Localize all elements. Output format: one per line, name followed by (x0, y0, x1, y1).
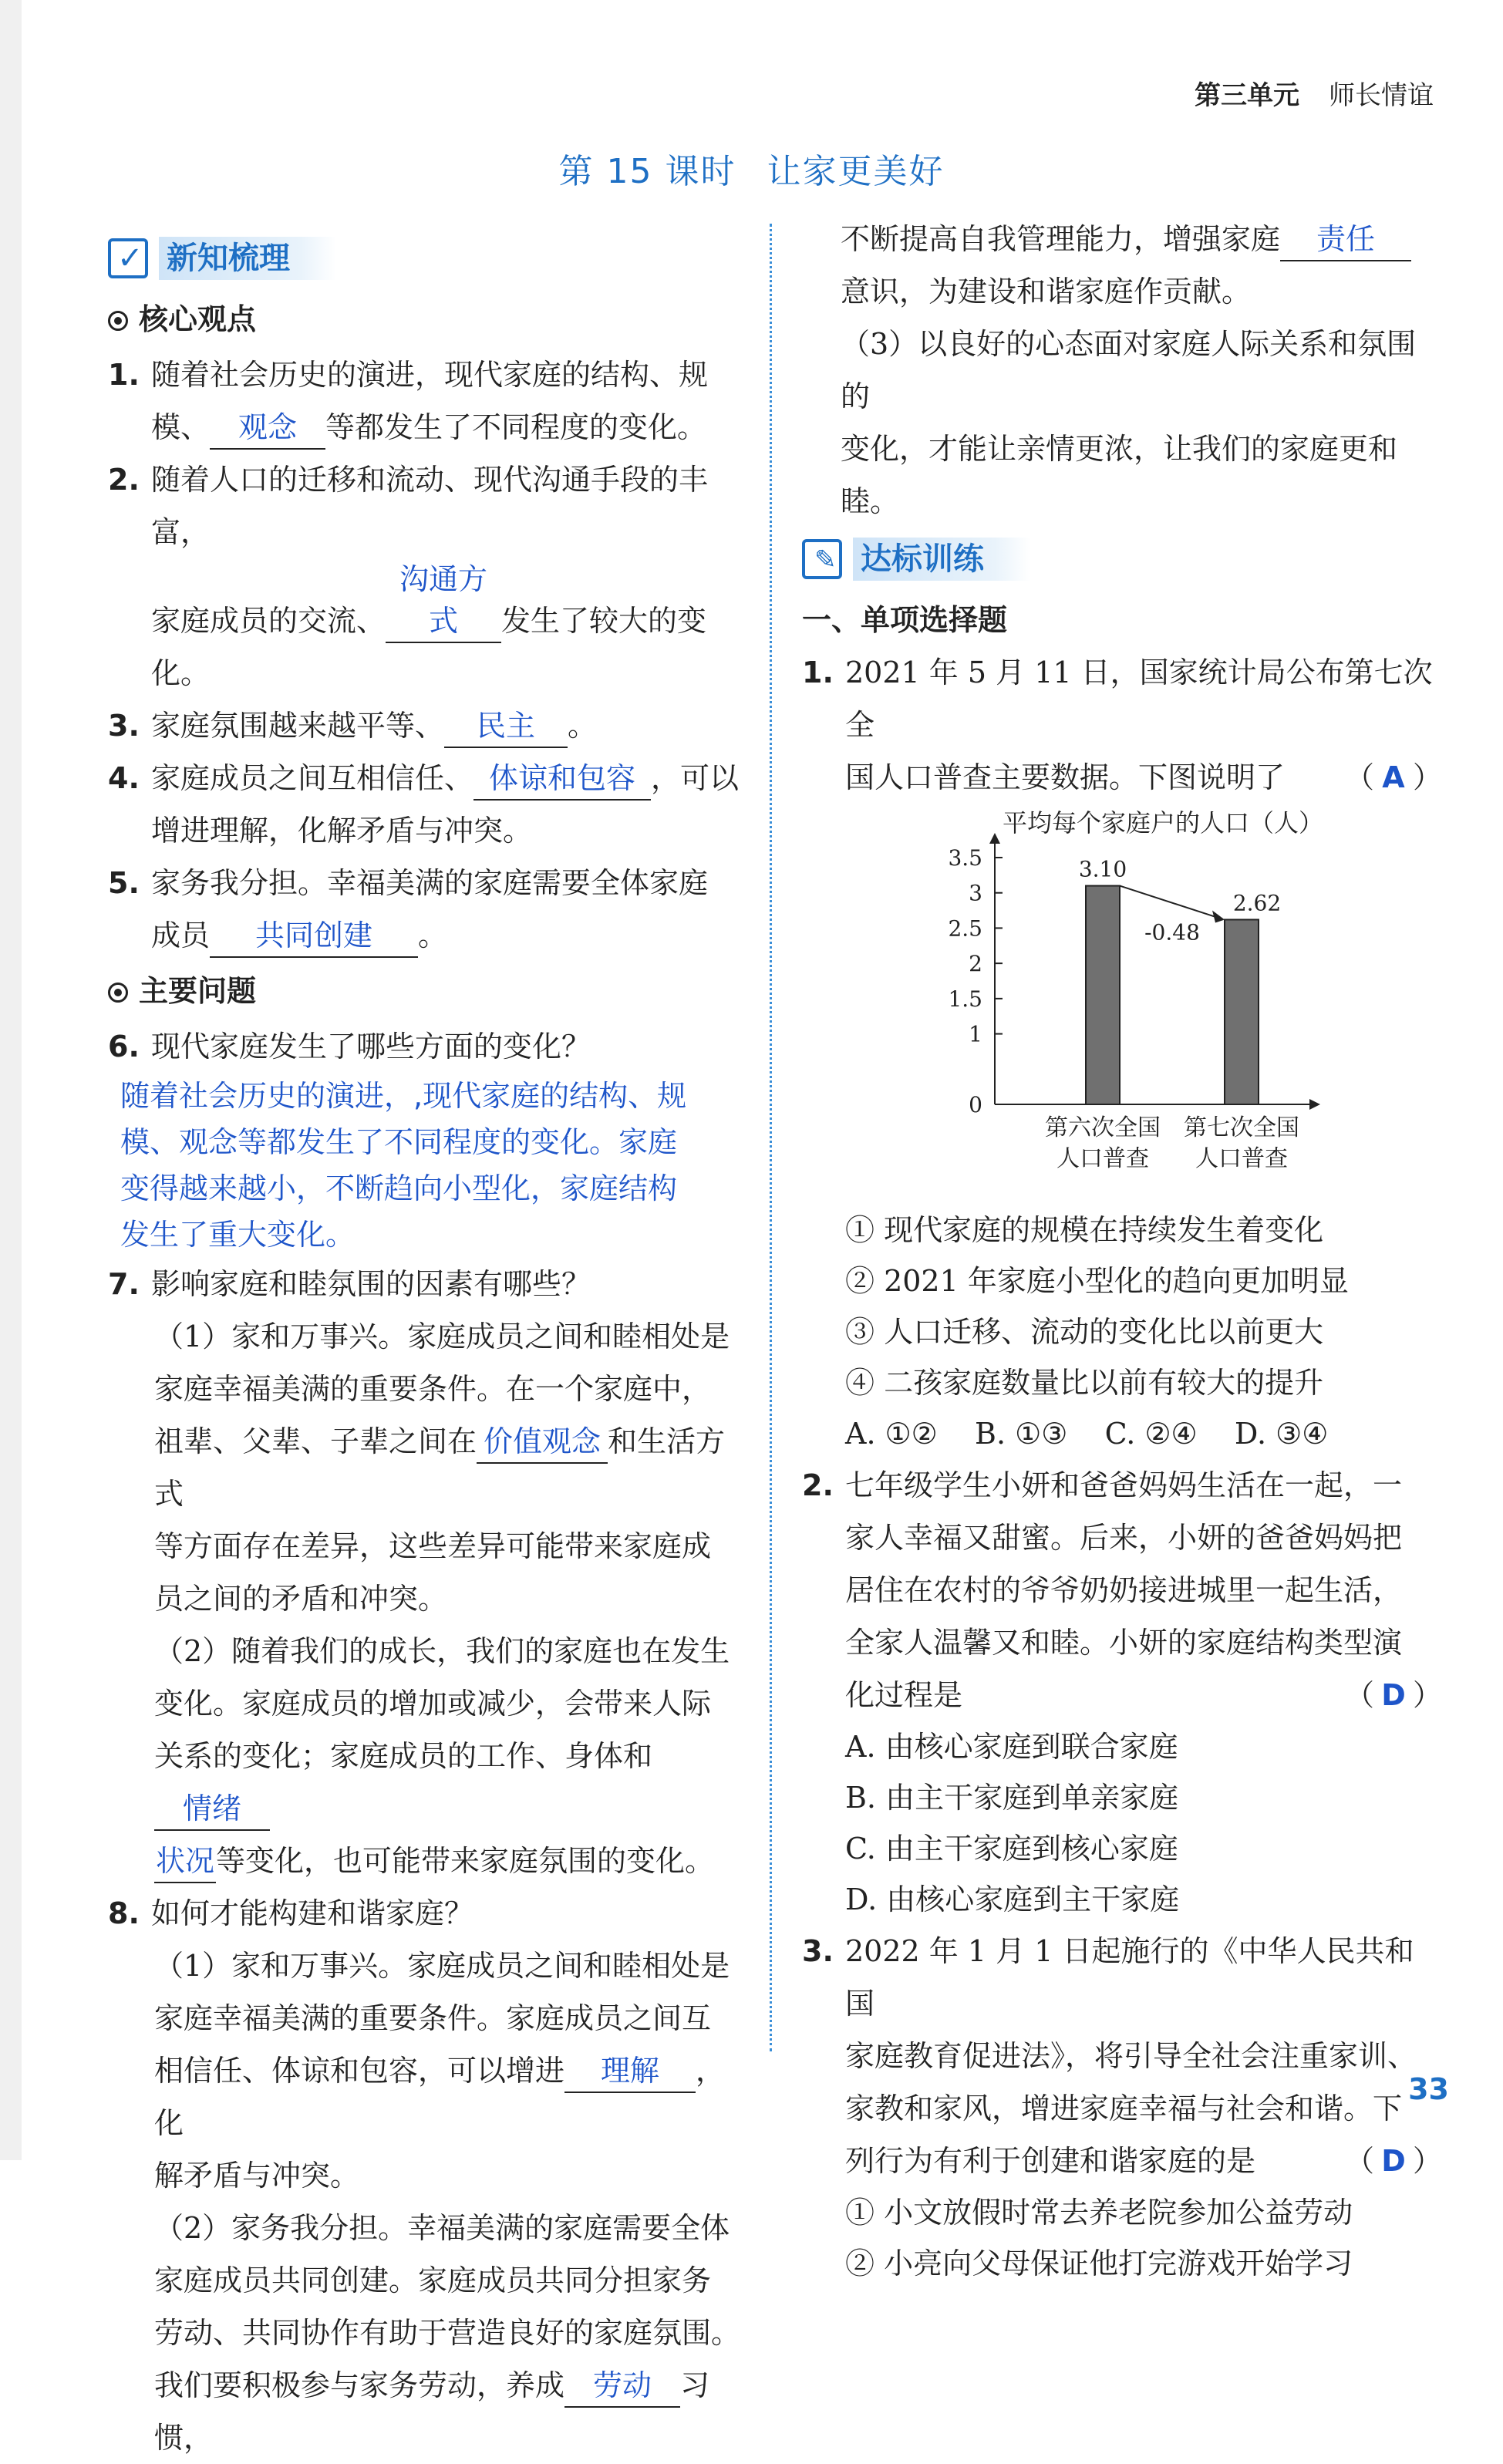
point-4: 4. 家庭成员之间互相信任、 体谅和包容 ，可以 增进理解，化解矛盾与冲突。 (108, 752, 748, 857)
bullet-icon (108, 311, 128, 331)
answer-blank: 观念 (210, 406, 325, 450)
x-category-label: 第七次全国 (1184, 1114, 1299, 1141)
answer-blank: 劳动 (564, 2365, 680, 2408)
y-tick-label: 3 (969, 880, 982, 906)
option-list (802, 1721, 1442, 1925)
subheading-core: 核心观点 (108, 293, 748, 345)
x-category-label: 人口普查 (1195, 1145, 1288, 1172)
bar-value-label: 2.62 (1232, 890, 1282, 916)
answer-bracket: （ D ） (1345, 1669, 1442, 1721)
point-3: 3. 家庭氛围越来越平等、 民主 。 (108, 699, 748, 752)
mc-question-1: 1. 2021 年 5 月 11 日，国家统计局公布第七次全 国人口普查主要数据。下图说明了 （ A ） (802, 646, 1442, 804)
unit-title: 师长情谊 (1329, 80, 1434, 111)
bar-value-label: 3.10 (1078, 856, 1127, 882)
answer-bracket: （ D ） (1345, 2135, 1442, 2187)
y-tick-label: 2 (969, 951, 982, 977)
trend-arrowhead (1212, 910, 1225, 922)
answer-blank: 价值观念 (477, 1421, 608, 1464)
answer-blank: 共同创建 (210, 915, 418, 958)
running-header (1195, 74, 1434, 112)
option-a: A. 由核心家庭到联合家庭 (845, 1730, 1178, 1764)
mc-question-3: 3. 2022 年 1 月 1 日起施行的《中华人民共和国 家庭教育促进法》，将引导全社会注重家训、 家教和家风，增进家庭幸福与社会和谐。下 列行为有利于创建和谐家庭的是 （ D ） (802, 1925, 1442, 2187)
page-edge-strip (0, 0, 22, 2160)
y-tick-label: 0 (969, 1092, 982, 1117)
question-7-body: （1）家和万事兴。家庭成员之间和睦相处是 家庭幸福美满的重要条件。在一个家庭中， 祖辈、父辈、子辈之间在 价值观念 和生活方式 等方面存在差异，这些差异可能带来家庭成 员之间的矛盾和冲突。 （2）随着我们的成长，我们的家庭也在发生 变化。家庭成员的增加或减少，会带来人际 关系的变化；家庭成员的工作、身体和情绪 状况等变化，也可能带来家庭氛围的变化。 (108, 1310, 748, 1887)
section-training (802, 532, 1442, 586)
answer-mark: A (1382, 760, 1405, 794)
bullet-icon (108, 983, 128, 1003)
answer-blank: 体谅和包容 (473, 757, 651, 801)
unit-label: 第三单元 (1195, 80, 1299, 111)
answer-blank: 情绪 (154, 1788, 270, 1831)
x-axis-arrow (1309, 1099, 1320, 1110)
option-d: D. 由核心家庭到主干家庭 (845, 1883, 1180, 1916)
question-6: 6. 现代家庭发生了哪些方面的变化？ (108, 1030, 591, 1063)
section-label: 新知梳理 (159, 237, 336, 280)
point-1: 1. 随着社会历史的演进，现代家庭的结构、规 模、 观念 等都发生了不同程度的变化。 (108, 349, 748, 453)
chart-container (802, 804, 1442, 1205)
answer-blank: 理解 (564, 2050, 696, 2093)
lesson-name: 让家更美好 (767, 152, 945, 191)
pencil-icon: ✎ (802, 539, 842, 579)
choice-row: A. ①② B. ①③ C. ②④ D. ③④ (845, 1417, 1329, 1451)
statement-list (802, 1205, 1442, 1459)
option-c: C. 由主干家庭到核心家庭 (845, 1832, 1178, 1866)
answer-bracket: （ A ） (1345, 751, 1442, 804)
mc-question-2: 2. 七年级学生小妍和爸爸妈妈生活在一起，一 家人幸福又甜蜜。后来，小妍的爸爸妈妈把 居住在农村的爷爷奶奶接进城里一起生活， 全家人温馨又和睦。小妍的家庭结构类型演 化过程是 （ D ） (802, 1459, 1442, 1721)
bar (1225, 919, 1259, 1104)
bar (1086, 886, 1120, 1104)
statement-3: ③ 人口迁移、流动的变化比以前更大 (845, 1315, 1324, 1349)
point-5: 5. 家务我分担。幸福美满的家庭需要全体家庭 成员 共同创建 。 (108, 857, 748, 962)
x-category-label: 人口普查 (1056, 1145, 1149, 1172)
checkbox-icon: ✓ (108, 238, 148, 278)
section-label: 达标训练 (853, 538, 1030, 581)
column-divider (770, 224, 772, 2051)
answer-mark: D (1381, 2144, 1406, 2178)
answer-blank: 沟通方式 (386, 558, 501, 643)
lesson-title (0, 143, 1503, 193)
chart-title: 平均每个家庭户的人口（人） (1003, 808, 1324, 838)
y-tick-label: 2.5 (948, 915, 982, 942)
y-tick-label: 1 (969, 1021, 982, 1047)
statement-2: ② 小亮向父母保证他打完游戏开始学习 (845, 2247, 1353, 2280)
lesson-number: 第 15 课时 (558, 152, 736, 191)
trend-line (1120, 886, 1222, 919)
point-2: 2. 随着人口的迁移和流动、现代沟通手段的丰富， 家庭成员的交流、沟通方式 发生了较大的变化。 (108, 463, 709, 690)
x-category-label: 第六次全国 (1045, 1114, 1161, 1141)
question-7: 7. 影响家庭和睦氛围的因素有哪些？ (108, 1267, 591, 1301)
statement-1: ① 小文放假时常去养老院参加公益劳动 (845, 2196, 1353, 2230)
page-number: 33 (1408, 2072, 1449, 2106)
statement-2: ② 2021 年家庭小型化的趋向更加明显 (845, 1264, 1349, 1298)
question-8: 8. 如何才能构建和谐家庭？ (108, 1896, 474, 1930)
part-title: 一、单项选择题 (802, 603, 1008, 637)
y-axis-arrow (989, 833, 1000, 844)
answer-mark: D (1381, 1678, 1406, 1712)
left-column (108, 231, 748, 2464)
question-8-continued: 不断提高自我管理能力，增强家庭 责任 意识，为建设和谐家庭作贡献。 （3）以良好的心态面对家庭人际关系和氛围的 变化，才能让亲情更浓，让我们的家庭更和睦。 (802, 213, 1442, 528)
option-b: B. 由主干家庭到单亲家庭 (845, 1781, 1179, 1815)
household-size-chart (925, 804, 1357, 1189)
answer-blank: 责任 (1280, 218, 1411, 261)
subheading-questions: 主要问题 (108, 965, 748, 1017)
difference-label: -0.48 (1144, 919, 1200, 945)
question-8-body: （1）家和万事兴。家庭成员之间和睦相处是 家庭幸福美满的重要条件。家庭成员之间互 相信任、体谅和包容，可以增进 理解 ，化 解矛盾与冲突。 （2）家务我分担。幸福美满的家庭需要全体 家庭成员共同创建。家庭成员共同分担家务 劳动、共同协作有助于营造良好的家庭氛围。 我们要积极参与家务劳动，养成 劳动 习惯， (154, 1949, 741, 2455)
statement-1: ① 现代家庭的规模在持续发生着变化 (845, 1213, 1324, 1247)
handwritten-answer-6: 随着社会历史的演进，,现代家庭的结构、规 模、观念等都发生了不同程度的变化。家庭 变得越来越小，不断趋向小型化，家庭结构 发生了重大变化。 (120, 1079, 687, 1252)
section-new-knowledge (108, 231, 748, 285)
answer-blank: 状况 (154, 1840, 216, 1883)
statement-list (802, 2187, 1442, 2289)
y-tick-label: 3.5 (948, 845, 982, 871)
y-tick-label: 1.5 (948, 986, 982, 1012)
answer-blank: 民主 (444, 705, 568, 748)
statement-4: ④ 二孩家庭数量比以前有较大的提升 (845, 1366, 1324, 1400)
right-column (802, 213, 1442, 2289)
